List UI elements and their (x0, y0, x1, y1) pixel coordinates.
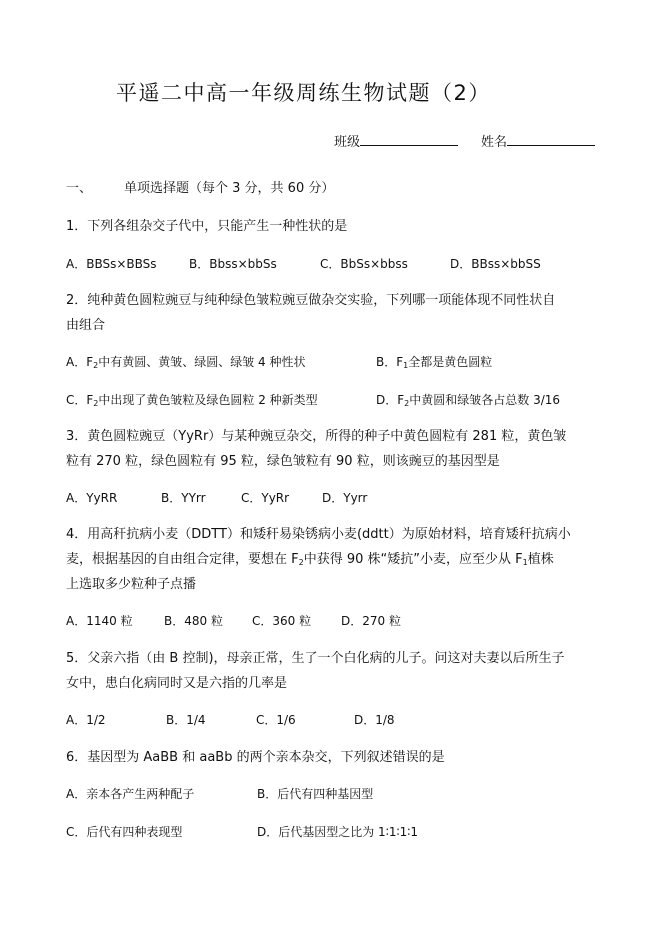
q4-line2-sub1: 2 (298, 558, 304, 567)
q1-option-c: C．BbSs×bbss (320, 257, 408, 271)
q2-a-subscript: 2 (93, 361, 99, 370)
q1-option-d: D．BBss×bbSS (450, 257, 541, 271)
q4-line2-sub2: 1 (522, 558, 528, 567)
question-4-stem-line1: 4．用高秆抗病小麦（DDTT）和矮秆易染锈病小麦(ddtt）为原始材料，培育矮秆抗病小 (66, 527, 571, 542)
q6-option-d: D．后代基因型之比为 1∶1∶1∶1 (257, 825, 418, 839)
q5-option-a: A．1/2 (66, 713, 106, 727)
q4-option-b: B．480 粒 (164, 614, 223, 628)
q2-d-subscript: 2 (404, 399, 410, 408)
q2-option-d (376, 394, 560, 406)
q4-option-d: D．270 粒 (341, 614, 401, 628)
q6-option-a: A．亲本各产生两种配子 (66, 787, 195, 801)
q2-d-text: 中黄圆和绿皱各占总数 3/16 (409, 393, 561, 407)
q2-c-subscript: 2 (93, 399, 99, 408)
section-number: 一、 (66, 181, 93, 196)
q4-option-a: A．1140 粒 (66, 614, 133, 628)
q3-option-d: D．Yyrr (322, 491, 368, 505)
class-blank (360, 131, 458, 146)
q2-a-prefix: A．F (66, 355, 94, 369)
question-4-stem-line2 (66, 553, 554, 566)
q4-line2-part1: 麦，根据基因的自由组合定律，要想在 F (66, 552, 299, 567)
q4-line2-part3: 植株 (527, 552, 554, 567)
q2-option-b (376, 356, 492, 368)
q2-d-prefix: D．F (376, 393, 405, 407)
q3-option-c: C．YyRr (241, 491, 290, 505)
class-field (334, 131, 458, 150)
name-blank (507, 131, 595, 146)
q1-option-a: A．BBSs×BBSs (66, 257, 157, 271)
q2-b-text: 全都是黄色圆粒 (408, 355, 493, 369)
q2-option-c (66, 394, 318, 406)
question-2-stem-line2: 由组合 (66, 318, 106, 333)
question-5-stem-line2: 女中，患白化病同时又是六指的几率是 (66, 676, 288, 691)
q3-option-b: B．YYrr (161, 491, 206, 505)
q2-b-subscript: 1 (403, 361, 409, 370)
q6-option-c: C．后代有四种表现型 (66, 825, 183, 839)
page-title: 平遥二中高一年级周练生物试题（2） (116, 81, 491, 105)
q4-line2-part2: 中获得 90 株“矮抗”小麦，应至少从 F (303, 552, 523, 567)
class-label: 班级 (334, 135, 361, 150)
q2-c-prefix: C．F (66, 393, 94, 407)
question-4-stem-line3: 上选取多少粒种子点播 (66, 577, 197, 592)
name-field (481, 131, 595, 150)
q6-option-b: B．后代有四种基因型 (257, 787, 374, 801)
q3-option-a: A．YyRR (66, 491, 118, 505)
question-1-stem: 1．下列各组杂交子代中，只能产生一种性状的是 (66, 219, 348, 234)
q2-a-text: 中有黄圆、黄皱、绿圆、绿皱 4 种性状 (98, 355, 306, 369)
question-6-stem: 6．基因型为 AaBB 和 aaBb 的两个亲本杂交，下列叙述错误的是 (66, 750, 445, 765)
q4-option-c: C．360 粒 (252, 614, 312, 628)
q5-option-d: D．1/8 (354, 713, 395, 727)
q5-option-c: C．1/6 (256, 713, 296, 727)
question-3-stem-line2: 粒有 270 粒，绿色圆粒有 95 粒，绿色皱粒有 90 粒，则该豌豆的基因型是 (66, 454, 500, 469)
q2-option-a (66, 356, 305, 368)
q2-b-prefix: B．F (376, 355, 404, 369)
q2-c-text: 中出现了黄色皱粒及绿色圆粒 2 种新类型 (98, 393, 318, 407)
q1-option-b: B．Bbss×bbSs (189, 257, 277, 271)
q5-option-b: B．1/4 (166, 713, 206, 727)
question-2-stem-line1: 2．纯种黄色圆粒豌豆与纯种绿色皱粒豌豆做杂交实验，下列哪一项能体现不同性状自 (66, 293, 556, 308)
name-label: 姓名 (481, 135, 508, 150)
question-3-stem-line1: 3．黄色圆粒豌豆（YyRr）与某种豌豆杂交，所得的种子中黄色圆粒有 281 粒，黄色皱 (66, 429, 567, 444)
section-heading: 单项选择题（每个 3 分，共 60 分） (124, 181, 335, 196)
question-5-stem-line1: 5．父亲六指（由 B 控制)，母亲正常，生了一个白化病的儿子。问这对夫妻以后所生子 (66, 651, 565, 666)
